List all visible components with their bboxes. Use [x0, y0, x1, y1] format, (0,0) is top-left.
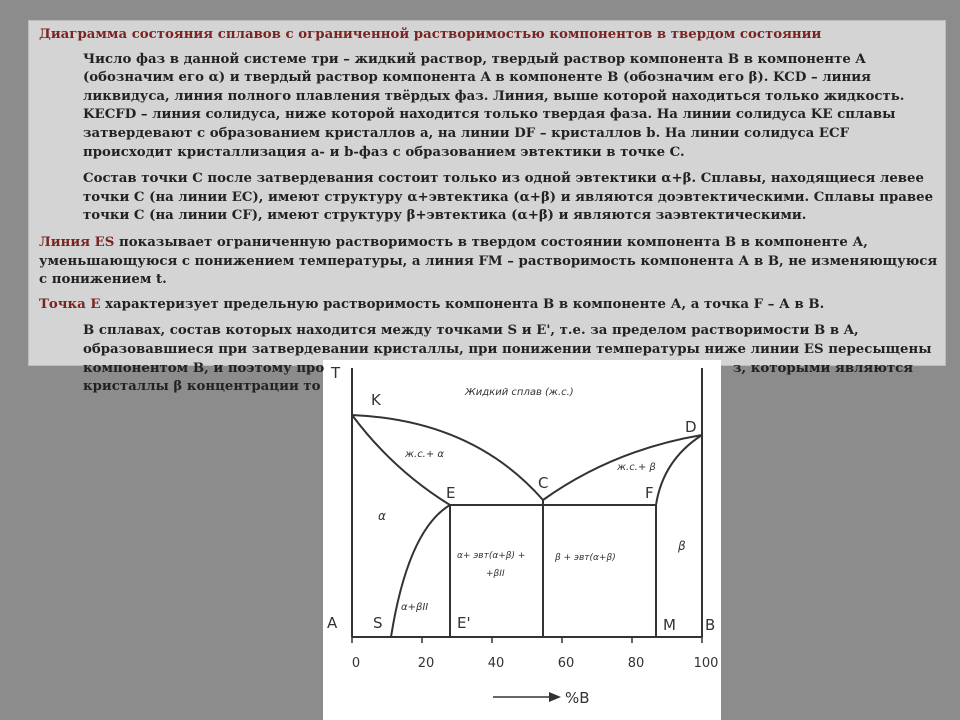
crystals-text: кристаллы β концентрации то [83, 379, 321, 395]
label-l-alpha: ж.с.+ α [405, 449, 445, 460]
tick-label: 20 [417, 656, 435, 671]
label-beta: β [678, 539, 686, 553]
tick-label: 80 [627, 656, 645, 671]
tick-label: 40 [487, 656, 505, 671]
paragraph-crystals [39, 360, 939, 397]
paragraph-eutectic: Состав точки С после затвердевания состоит только из одной эвтектики α+β. Сплавы, находящиеся левее точки С (на линии ЕС), имеют структуру α+эвтектика (α+β) и являются доэвтектическими. Сплавы правее точки С (на линии CF), имеют структуру β+эвтектика (α+β) и являются заэвтектическими. [83, 171, 934, 224]
axis-arrow [493, 689, 590, 707]
label-l-beta: ж.с.+ β [617, 462, 656, 473]
solvus-es [391, 505, 450, 637]
label-e-prime: E' [457, 614, 471, 632]
es-line-text: показывает ограниченную растворимость в твердом состоянии компонента В в компоненте А, уменьшающуюся с понижением температуры, а линия FM – растворимость компонента А в В, не изменяющуюся с понижением t. [39, 234, 938, 288]
point-e-text: характеризует предельную растворимость компонента В в компоненте А, а точка F – А в В. [100, 296, 825, 312]
label-s: S [373, 614, 383, 632]
label-f: F [645, 484, 654, 502]
axis-label: %B [565, 689, 590, 707]
label-hypoeutectic-2: +βII [486, 569, 505, 579]
label-hypereutectic: β + эвт(α+β) [555, 553, 616, 563]
label-t: T [331, 364, 341, 382]
phase-diagram-svg [323, 360, 721, 720]
label-d: D [685, 418, 697, 436]
label-c: C [538, 474, 549, 492]
phase-diagram [323, 360, 721, 720]
label-alpha: α [378, 509, 386, 523]
solidus-df [656, 435, 702, 505]
paragraph-es-line [39, 234, 939, 290]
label-a: A [327, 614, 338, 632]
tick-label: 100 [693, 656, 719, 671]
paragraph-supersaturated: В сплавах, состав которых находится между точками S и E', т.е. за пределом растворимости B в A, образовавшиеся при затвердевании кристаллы, при понижении температуры ниже линии ES пересыщены компонентом B, и поэтому про [83, 323, 932, 376]
label-hypoeutectic: α+ эвт(α+β) + [457, 551, 526, 561]
label-alpha-beta-ii: α+βII [401, 602, 429, 613]
point-e-lead: Точка Е [39, 296, 101, 312]
label-liquid: Жидкий сплав (ж.с.) [465, 387, 574, 398]
tick-label: 0 [351, 656, 361, 671]
tick-label: 60 [557, 656, 575, 671]
paragraph-point-e [39, 296, 939, 315]
supersaturated-tail: з, которыми являются [733, 360, 914, 376]
label-m: M [663, 616, 676, 634]
label-e: E [446, 484, 456, 502]
label-b: B [705, 616, 716, 634]
slide-text [39, 26, 939, 397]
paragraph-phases: Число фаз в данной системе три – жидкий раствор, твердый раствор компонента B в компоненте A (обозначим его α) и твердый раствор компонента A в компоненте B (обозначим его β). KCD – линия ликвидуса, линия полного плавления твёрдых фаз. Линия, выше которой находиться только жидкость. KECFD – линия солидуса, ниже которой находится только твердая фаза. На линии солидуса KE сплавы затвердевают с образованием кристаллов a, на линии DF – кристаллов b. На линии солидуса ECF происходит кристаллизация а- и b-фаз с образованием эвтектики в точке C. [83, 51, 905, 160]
slide-title: Диаграмма состояния сплавов с ограниченной растворимостью компонентов в твердом состоянии [39, 27, 822, 42]
es-line-lead: Линия ES [39, 234, 115, 250]
label-k: K [371, 391, 381, 409]
